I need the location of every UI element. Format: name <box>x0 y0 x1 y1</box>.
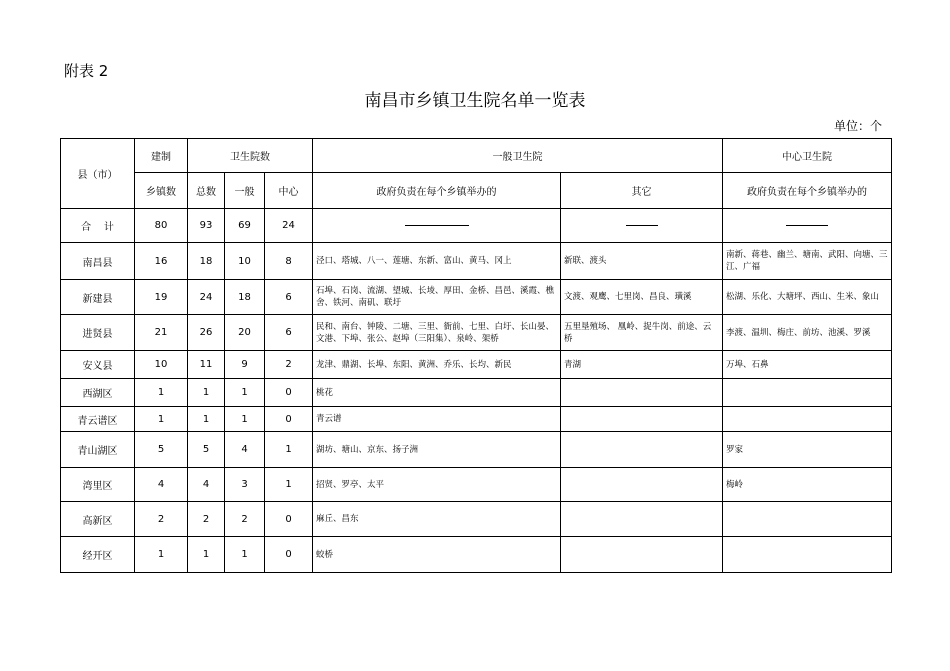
header-center-clinic: 中心卫生院 <box>723 139 892 173</box>
cell-total: 5 <box>188 432 225 468</box>
dash-cell <box>561 209 723 243</box>
cell-center: 2 <box>265 351 313 379</box>
cell-general: 4 <box>225 432 265 468</box>
cell-center-gov <box>723 502 892 537</box>
cell-total: 11 <box>188 351 225 379</box>
cell-gen-other: 五里垦殖场、 凰岭、捉牛岗、前途、云桥 <box>561 315 723 351</box>
cell-towns: 21 <box>135 315 188 351</box>
table-row <box>61 432 892 468</box>
cell-gen-other <box>561 379 723 407</box>
cell-gen-other <box>561 502 723 537</box>
total-towns: 80 <box>135 209 188 243</box>
cell-center-gov <box>723 379 892 407</box>
header-jianzhi-bottom: 乡镇数 <box>135 173 188 209</box>
cell-name: 新建县 <box>61 280 135 315</box>
cell-gen-other <box>561 537 723 573</box>
cell-name: 安义县 <box>61 351 135 379</box>
cell-gen-other: 青湖 <box>561 351 723 379</box>
dash-cell <box>313 209 561 243</box>
cell-center-gov: 罗家 <box>723 432 892 468</box>
cell-gen-gov: 蛟桥 <box>313 537 561 573</box>
dash-cell <box>723 209 892 243</box>
cell-towns: 2 <box>135 502 188 537</box>
cell-center-gov: 万埠、石鼻 <box>723 351 892 379</box>
cell-general: 3 <box>225 468 265 502</box>
cell-gen-other <box>561 432 723 468</box>
header-gov-run-center: 政府负责在每个乡镇举办的 <box>723 173 892 209</box>
cell-total: 24 <box>188 280 225 315</box>
cell-towns: 1 <box>135 379 188 407</box>
table-row <box>61 379 892 407</box>
cell-center: 0 <box>265 379 313 407</box>
cell-towns: 4 <box>135 468 188 502</box>
total-general: 69 <box>225 209 265 243</box>
header-center: 中心 <box>265 173 313 209</box>
total-clinics: 93 <box>188 209 225 243</box>
cell-center: 0 <box>265 502 313 537</box>
cell-name: 青山湖区 <box>61 432 135 468</box>
cell-general: 1 <box>225 379 265 407</box>
cell-general: 20 <box>225 315 265 351</box>
header-general-clinic: 一般卫生院 <box>313 139 723 173</box>
cell-towns: 5 <box>135 432 188 468</box>
cell-total: 4 <box>188 468 225 502</box>
annex-label: 附表 2 <box>64 62 109 80</box>
cell-gen-gov: 桃花 <box>313 379 561 407</box>
cell-towns: 10 <box>135 351 188 379</box>
total-row <box>61 209 892 243</box>
cell-center: 0 <box>265 407 313 432</box>
cell-total: 1 <box>188 407 225 432</box>
cell-name: 进贤县 <box>61 315 135 351</box>
cell-name: 湾里区 <box>61 468 135 502</box>
dash-line <box>405 225 469 226</box>
cell-towns: 16 <box>135 243 188 280</box>
cell-total: 18 <box>188 243 225 280</box>
cell-general: 10 <box>225 243 265 280</box>
cell-name: 经开区 <box>61 537 135 573</box>
cell-total: 2 <box>188 502 225 537</box>
header-jianzhi-top: 建制 <box>135 139 188 173</box>
header-row-1 <box>61 139 892 173</box>
cell-total: 1 <box>188 379 225 407</box>
cell-gen-other: 文渡、观鹰、七里岗、昌良、璜溪 <box>561 280 723 315</box>
header-gov-run: 政府负责在每个乡镇举办的 <box>313 173 561 209</box>
table-row <box>61 315 892 351</box>
table-row <box>61 502 892 537</box>
cell-gen-gov: 招贤、罗亭、太平 <box>313 468 561 502</box>
cell-general: 1 <box>225 407 265 432</box>
cell-gen-gov: 龙津、鼎湖、长埠、东阳、黄洲、乔乐、长均、新民 <box>313 351 561 379</box>
cell-center-gov: 梅岭 <box>723 468 892 502</box>
cell-center-gov: 松湖、乐化、大塘坪、西山、生米、象山 <box>723 280 892 315</box>
cell-center: 6 <box>265 280 313 315</box>
cell-gen-gov: 湖坊、塘山、京东、扬子洲 <box>313 432 561 468</box>
cell-general: 1 <box>225 537 265 573</box>
header-county: 县（市） <box>61 139 135 209</box>
cell-gen-gov: 麻丘、昌东 <box>313 502 561 537</box>
cell-towns: 19 <box>135 280 188 315</box>
table-row <box>61 243 892 280</box>
cell-center: 1 <box>265 432 313 468</box>
table-row <box>61 407 892 432</box>
dash-line <box>626 225 658 226</box>
header-clinic-count: 卫生院数 <box>188 139 313 173</box>
cell-gen-gov: 石埠、石岗、流湖、望城、长堎、厚田、金桥、昌邑、溪霞、樵舍、铁河、南矶、联圩 <box>313 280 561 315</box>
cell-towns: 1 <box>135 407 188 432</box>
cell-gen-other <box>561 407 723 432</box>
cell-center-gov: 南新、蒋巷、幽兰、塘南、武阳、向塘、三江、广福 <box>723 243 892 280</box>
table-row <box>61 468 892 502</box>
cell-center-gov <box>723 407 892 432</box>
total-name: 合 计 <box>61 209 135 243</box>
cell-gen-other <box>561 468 723 502</box>
header-total: 总数 <box>188 173 225 209</box>
cell-name: 西湖区 <box>61 379 135 407</box>
header-other: 其它 <box>561 173 723 209</box>
cell-center: 6 <box>265 315 313 351</box>
cell-general: 2 <box>225 502 265 537</box>
cell-gen-other: 新联、渡头 <box>561 243 723 280</box>
cell-total: 1 <box>188 537 225 573</box>
cell-name: 高新区 <box>61 502 135 537</box>
cell-center-gov <box>723 537 892 573</box>
cell-name: 青云谱区 <box>61 407 135 432</box>
cell-general: 9 <box>225 351 265 379</box>
cell-name: 南昌县 <box>61 243 135 280</box>
cell-towns: 1 <box>135 537 188 573</box>
page-title: 南昌市乡镇卫生院名单一览表 <box>364 91 586 111</box>
clinic-table <box>60 138 892 573</box>
cell-gen-gov: 泾口、塔城、八一、莲塘、东新、富山、黄马、冈上 <box>313 243 561 280</box>
cell-gen-gov: 青云谱 <box>313 407 561 432</box>
cell-center: 0 <box>265 537 313 573</box>
cell-general: 18 <box>225 280 265 315</box>
table-row <box>61 537 892 573</box>
cell-center: 8 <box>265 243 313 280</box>
cell-gen-gov: 民和、南台、钟陵、二塘、三里、衙前、七里、白圩、长山晏、文港、下埠、张公、赵埠（三阳集）、泉岭、架桥 <box>313 315 561 351</box>
dash-line <box>786 225 828 226</box>
total-center: 24 <box>265 209 313 243</box>
table-row <box>61 280 892 315</box>
cell-center-gov: 李渡、温圳、梅庄、前坊、池溪、罗溪 <box>723 315 892 351</box>
table-row <box>61 351 892 379</box>
cell-center: 1 <box>265 468 313 502</box>
cell-total: 26 <box>188 315 225 351</box>
header-row-2 <box>61 173 892 209</box>
unit-label: 单位：个 <box>833 119 882 133</box>
header-general: 一般 <box>225 173 265 209</box>
